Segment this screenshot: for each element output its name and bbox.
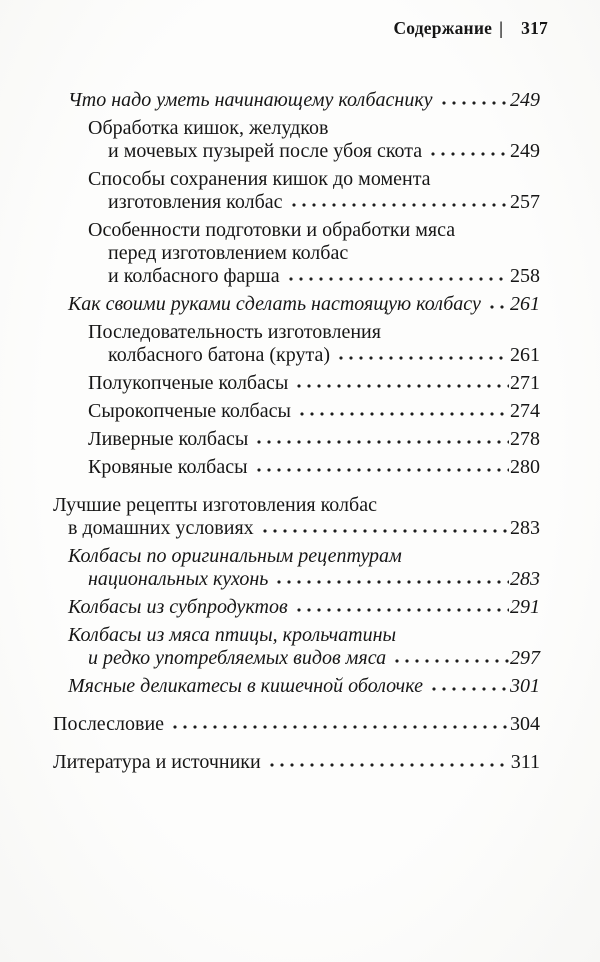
dot-leader	[257, 528, 509, 534]
dot-leader	[426, 686, 509, 692]
toc-entry-line: перед изготовлением колбас	[108, 242, 349, 264]
toc-entry	[53, 372, 540, 395]
dot-leader	[264, 762, 510, 768]
toc-entry-line: Литература и источники	[53, 751, 261, 773]
toc-entry	[53, 596, 540, 619]
toc-entry	[53, 168, 540, 214]
toc-entry-line: и колбасного фарша	[108, 265, 280, 287]
toc-entry	[53, 713, 540, 736]
toc-entry-line: Колбасы по оригинальным рецептурам	[68, 545, 402, 567]
dot-leader	[271, 579, 509, 585]
dot-leader	[251, 467, 509, 473]
toc-entry-line: в домашних условиях	[68, 517, 254, 539]
dot-leader	[167, 724, 509, 730]
dot-leader	[389, 658, 509, 664]
toc-entry-line: Мясные деликатесы в кишечной оболочке	[68, 675, 423, 697]
table-of-contents	[0, 39, 600, 774]
toc-page-number: 261	[510, 293, 540, 315]
toc-page-number: 249	[510, 89, 540, 111]
toc-entry-line: Полукопченые колбасы	[88, 372, 289, 394]
dot-leader	[283, 276, 509, 282]
toc-entry-line: Послесловие	[53, 713, 165, 735]
toc-page-number: 283	[510, 568, 540, 590]
toc-entry-line: Ливерные колбасы	[88, 428, 249, 450]
page-header	[0, 0, 600, 39]
header-divider: |	[499, 18, 504, 38]
toc-entry-line: Как своими руками сделать настоящую колбасу	[68, 293, 481, 315]
toc-entry-line: Что надо уметь начинающему колбаснику	[68, 89, 433, 111]
dot-leader	[291, 383, 509, 389]
toc-entry-line: Способы сохранения кишок до момента	[88, 168, 431, 190]
dot-leader	[484, 304, 509, 310]
dot-leader	[436, 100, 509, 106]
toc-page-number: 249	[510, 140, 540, 162]
toc-entry	[53, 293, 540, 316]
toc-entry-line: Колбасы из субпродуктов	[68, 596, 288, 618]
toc-entry-line: Последовательность изготовления	[88, 321, 381, 343]
toc-page-number: 297	[510, 647, 540, 669]
toc-page-number: 283	[510, 517, 540, 539]
toc-entry-line: Сырокопченые колбасы	[88, 400, 291, 422]
dot-leader	[294, 411, 509, 417]
toc-entry	[53, 675, 540, 698]
toc-page-number: 304	[510, 713, 540, 735]
toc-entry-line: и мочевых пузырей после убоя скота	[108, 140, 423, 162]
toc-page-number: 274	[510, 400, 540, 422]
toc-page-number: 261	[510, 344, 540, 366]
toc-entry	[53, 321, 540, 367]
toc-entry	[53, 456, 540, 479]
dot-leader	[251, 439, 509, 445]
toc-entry-line: колбасного батона (крута)	[108, 344, 330, 366]
toc-page-number: 301	[510, 675, 540, 697]
toc-entry	[53, 89, 540, 112]
toc-entry	[53, 219, 540, 288]
toc-page-number: 278	[510, 428, 540, 450]
header-page-number: 317	[521, 18, 548, 38]
dot-leader	[291, 607, 509, 613]
toc-page-number: 258	[510, 265, 540, 287]
toc-entry	[53, 400, 540, 423]
toc-entry	[53, 751, 540, 774]
toc-entry-line: Кровяные колбасы	[88, 456, 248, 478]
toc-entry-line: изготовления колбас	[108, 191, 283, 213]
toc-entry	[53, 428, 540, 451]
section-title: Содержание	[393, 18, 493, 38]
dot-leader	[425, 151, 509, 157]
toc-entry	[53, 494, 540, 540]
toc-entry-line: Особенности подготовки и обработки мяса	[88, 219, 456, 241]
toc-entry	[53, 117, 540, 163]
toc-entry-line: и редко употребляемых видов мяса	[88, 647, 387, 669]
dot-leader	[286, 202, 509, 208]
toc-page-number: 271	[510, 372, 540, 394]
toc-page-number: 257	[510, 191, 540, 213]
dot-leader	[333, 355, 509, 361]
toc-entry	[53, 624, 540, 670]
toc-entry-line: национальных кухонь	[88, 568, 269, 590]
toc-entry	[53, 545, 540, 591]
toc-page-number: 311	[510, 751, 540, 773]
toc-page-number: 291	[510, 596, 540, 618]
toc-entry-line: Лучшие рецепты изготовления колбас	[53, 494, 377, 516]
toc-page-number: 280	[510, 456, 540, 478]
toc-entry-line: Обработка кишок, желудков	[88, 117, 329, 139]
toc-entry-line: Колбасы из мяса птицы, крольчатины	[68, 624, 397, 646]
